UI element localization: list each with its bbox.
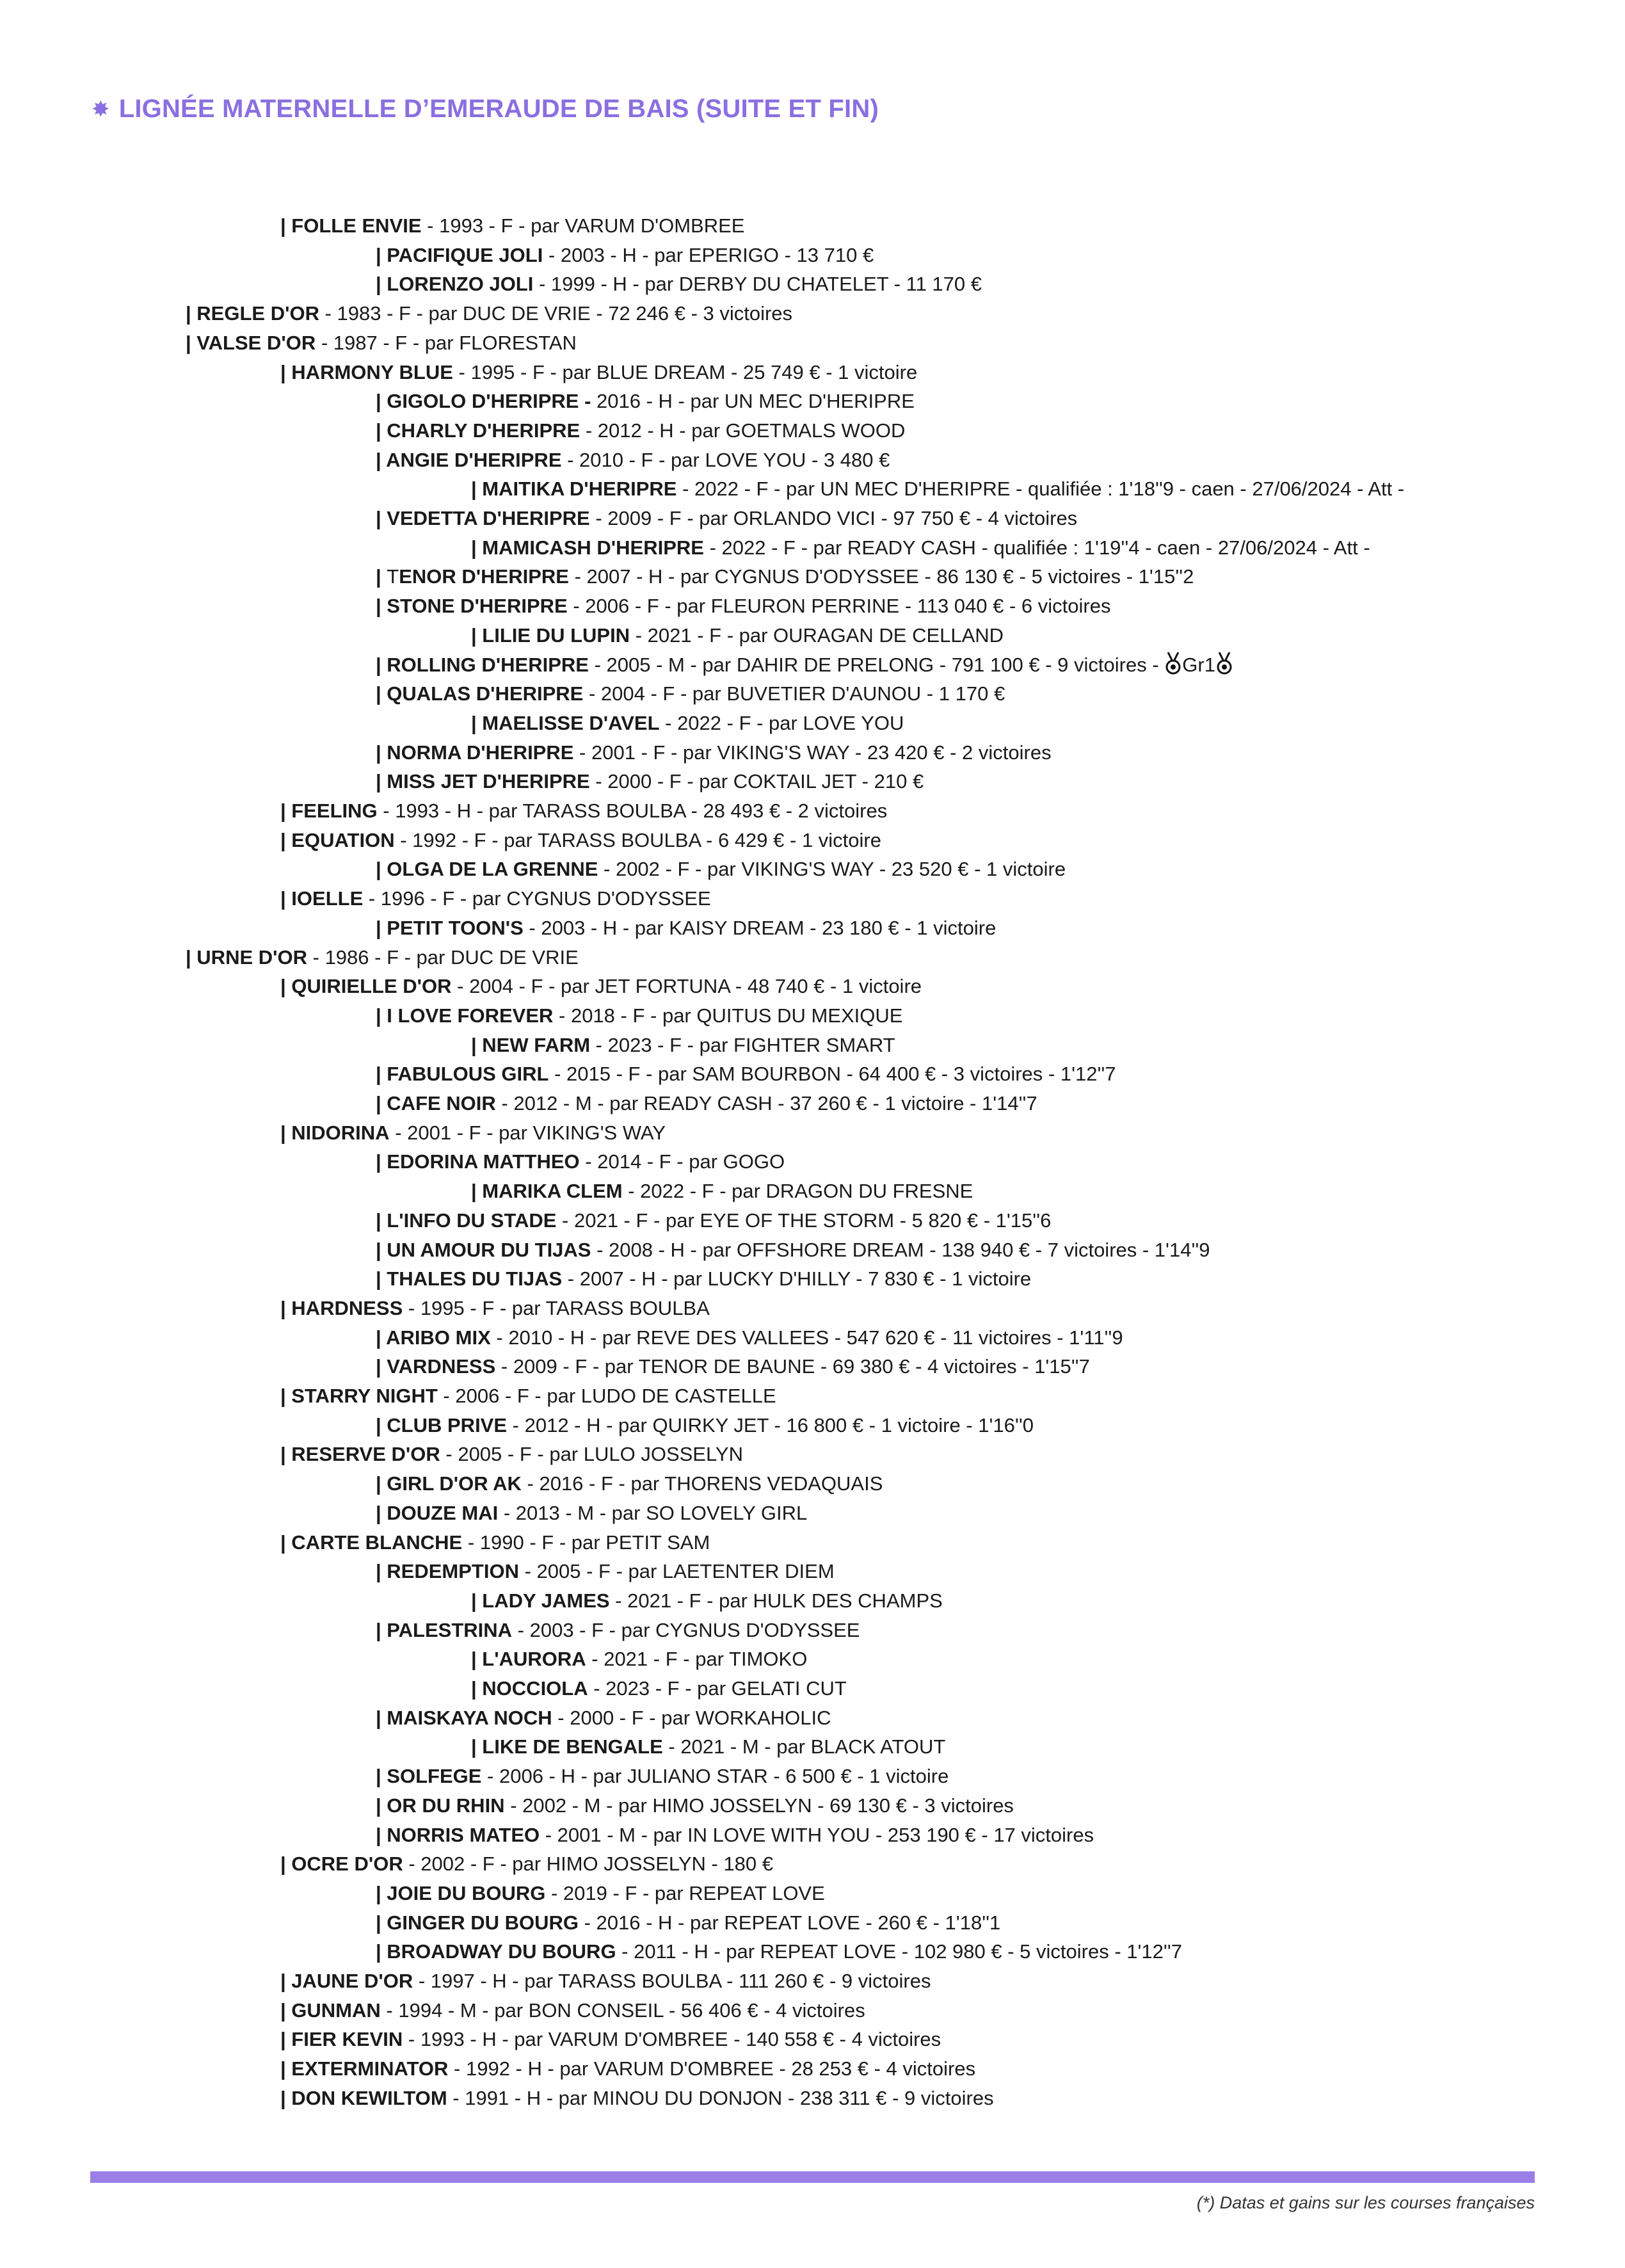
entry-details: - 2007 - H - par LUCKY D'HILLY - 7 830 € - 1 victoire [562,1267,1032,1291]
pedigree-entry [376,1411,1034,1440]
entry-name: ANGIE D'HERIPRE [386,448,562,471]
entry-details: - 2006 - F - par FLEURON PERRINE - 113 040 € - 6 victoires [567,595,1111,618]
entry-name: EQUATION [291,828,395,851]
entry-name: ENOR D'HERIPRE [399,565,569,588]
entry-details: - 2005 - M - par DAHIR DE PRELONG - 791 100 € - 9 victoires - [588,653,1165,676]
entry-marker: | [376,1881,387,1904]
entry-marker: | [280,828,292,851]
entry-details: - 2009 - F - par ORLANDO VICI - 97 750 € - 4 victoires [589,507,1078,529]
pedigree-entry [376,1264,1031,1294]
entry-details: - 1983 - F - par DUC DE VRIE - 72 246 € - 3 victoires [319,302,793,325]
entry-marker: | [471,1648,483,1671]
entry-name: LIKE DE BENGALE [482,1735,663,1758]
entry-name: RESERVE D'OR [291,1443,440,1466]
entry-name: URNE D'OR [196,945,308,969]
pedigree-entry [376,591,1110,621]
pedigree-entry [376,738,1052,768]
entry-name: NORRIS MATEO [387,1823,540,1846]
entry-details: - 1999 - H - par DERBY DU CHATELET - 11 170 € [533,273,982,296]
entry-details: 2016 - H - par UN MEC D'HERIPRE [591,390,915,413]
entry-details: - 2021 - F - par EYE OF THE STORM - 5 820 € - 1'15''6 [556,1209,1052,1232]
entry-name: FOLLE ENVIE [291,214,422,237]
pedigree-entry [376,416,905,446]
pedigree-entry [376,1323,1123,1353]
entry-details: - 2001 - M - par IN LOVE WITH YOU - 253 190 € - 17 victoires [540,1823,1094,1846]
entry-details: - 2010 - H - par REVE DES VALLEES - 547 620 € - 11 victoires - 1'11''9 [490,1326,1123,1349]
entry-marker: | [186,302,197,325]
pedigree-entry [471,621,1004,650]
medal-icon [1164,652,1182,675]
entry-name: NEW FARM [482,1033,591,1056]
entry-name: HARDNESS [291,1296,403,1319]
pedigree-entry [376,1469,883,1499]
entry-details: - 2018 - F - par QUITUS DU MEXIQUE [553,1004,903,1027]
entry-marker: | [280,800,292,822]
entry-marker: | [280,1970,292,1992]
pedigree-entry [376,1499,807,1528]
entry-marker: | [376,741,387,764]
entry-marker: | [376,1209,387,1232]
entry-details: - 2008 - H - par OFFSHORE DREAM - 138 940 € - 7 victoires - 1'14''9 [591,1238,1210,1261]
pedigree-entry [280,972,922,1001]
pedigree-entry [376,650,1233,680]
entry-details: - 2022 - F - par UN MEC D'HERIPRE - qualifiée : 1'18''9 - caen - 27/06/2024 - Att - [676,478,1405,501]
entry-name: REGLE D'OR [196,302,319,325]
pedigree-entry [376,855,1066,884]
entry-name: BROADWAY DU BOURG [387,1940,616,1963]
pedigree-entry [280,1440,743,1469]
entry-name: DON KEWILTOM [291,2086,447,2109]
entry-marker: | [376,1765,387,1788]
entry-marker: | [376,273,387,296]
pedigree-entry [186,943,579,972]
medal-icon [1215,652,1233,675]
entry-marker: | [471,478,483,501]
pedigree-entry [376,1703,831,1733]
pedigree-entry [280,1966,931,1996]
entry-details: - 1993 - F - par VARUM D'OMBREE [421,214,745,237]
entry-name: JOIE DU BOURG [387,1881,546,1904]
entry-details: - 1992 - H - par VARUM D'OMBREE - 28 253 € - 4 victoires [448,2057,976,2080]
entry-marker: | [376,1911,387,1934]
entry-marker: | [280,1296,292,1319]
entry-name: SOLFEGE [387,1765,482,1788]
entry-name: MAMICASH D'HERIPRE [482,536,704,559]
pedigree-entry [471,1586,943,1616]
entry-details: - 1993 - H - par TARASS BOULBA - 28 493 € - 2 victoires [377,800,888,822]
entry-marker: | [376,1413,387,1436]
pedigree-entry [280,211,744,241]
entry-details: - 2000 - F - par WORKAHOLIC [552,1706,831,1729]
pedigree-entry [376,1879,825,1908]
entry-name: EXTERMINATOR [291,2057,449,2080]
pedigree-entry [280,1294,710,1323]
pedigree-entry [471,1674,847,1703]
entry-name: STONE D'HERIPRE [387,595,568,618]
pedigree-entry [376,1059,1116,1089]
entry-name: MARIKA CLEM [482,1180,623,1203]
entry-details: - 2021 - M - par BLACK ATOUT [662,1735,946,1758]
entry-details: - 1996 - F - par CYGNUS D'ODYSSEE [363,887,711,910]
entry-marker: | [376,1326,387,1349]
pedigree-entry [376,562,1194,591]
entry-marker: | [280,975,292,998]
entry-details: - 2021 - F - par HULK DES CHAMPS [609,1589,943,1612]
group-label: Gr1 [1182,653,1215,676]
entry-name: CLUB PRIVE [387,1413,508,1436]
entry-name: ROLLING D'HERIPRE [387,653,589,676]
pedigree-entry [471,709,904,738]
entry-name: OLGA DE LA GRENNE [387,858,598,881]
entry-details: - 1987 - F - par FLORESTAN [316,331,577,354]
pedigree-entry [280,1849,773,1879]
entry-name: I LOVE FOREVER [387,1004,554,1027]
entry-name: MAELISSE D'AVEL [482,711,660,734]
entry-details: - 2001 - F - par VIKING'S WAY [389,1121,666,1144]
entry-marker: | [186,331,197,354]
page-title-text: LIGNÉE MATERNELLE D’EMERAUDE DE BAIS (SUITE ET FIN) [118,95,879,123]
entry-name: FEELING [291,800,378,822]
entry-name: PETIT TOON'S [387,916,524,939]
entry-marker: | [376,1092,387,1114]
pedigree-entry [280,884,711,913]
entry-marker: | [471,536,483,559]
pedigree-entry [376,679,1005,709]
pedigree-entry [471,1031,895,1060]
pedigree-entry [376,446,890,475]
pedigree-entry [376,767,924,796]
pedigree-entry [280,796,887,826]
pedigree-entry [376,1791,1014,1821]
entry-marker: | [376,1940,387,1963]
entry-details: - 2010 - F - par LOVE YOU - 3 480 € [561,448,890,471]
entry-name: ARIBO MIX [386,1326,491,1349]
entry-name: QUALAS D'HERIPRE [387,682,584,705]
pedigree-entry [280,2054,975,2084]
entry-name: HARMONY BLUE [291,360,453,383]
entry-details: - 2002 - F - par VIKING'S WAY - 23 520 € - 1 victoire [598,858,1066,881]
entry-marker: | [376,565,387,588]
entry-name: IOELLE [291,887,364,910]
entry-details: - 2023 - F - par GELATI CUT [588,1677,847,1700]
entry-marker: | [280,2028,292,2051]
entry-name: VARDNESS [387,1355,496,1378]
pedigree-entry [280,826,881,855]
entry-details: - 1990 - F - par PETIT SAM [462,1531,710,1554]
footnote: (*) Datas et gains sur les courses françaises [1196,2193,1535,2212]
entry-details: - 2003 - H - par KAISY DREAM - 23 180 € - 1 victoire [523,916,997,939]
entry-details: - 2002 - M - par HIMO JOSSELYN - 69 130 € - 3 victoires [504,1794,1014,1817]
entry-details: - 1991 - H - par MINOU DU DONJON - 238 311 € - 9 victoires [447,2086,994,2109]
pedigree-entry [186,299,792,328]
pedigree-entry [280,1528,710,1557]
entry-marker: | [376,1004,387,1027]
entry-name: MAITIKA D'HERIPRE [482,478,677,501]
pedigree-entry [280,1381,776,1411]
entry-details: - 2004 - F - par JET FORTUNA - 48 740 € - 1 victoire [451,975,922,998]
entry-marker: | [376,1150,387,1173]
entry-name: FABULOUS GIRL [387,1063,549,1086]
entry-marker: | [376,1560,387,1583]
entry-marker: | [376,1238,387,1261]
entry-marker: | [280,887,292,910]
entry-name: JAUNE D'OR [291,1970,413,1992]
entry-details: - 2005 - F - par LAETENTER DIEM [518,1560,835,1583]
pedigree-entry [376,1937,1182,1966]
entry-marker: | [376,390,387,413]
pedigree-entry [376,1821,1094,1850]
entry-marker: | [376,858,387,881]
pedigree-entry [376,269,982,299]
entry-marker: | [471,1180,483,1203]
pedigree-entry [376,1147,785,1177]
entry-marker: | [376,507,387,529]
entry-name: L'AURORA [482,1648,586,1671]
entry-name: GIRL D'OR AK [387,1472,522,1495]
entry-marker: | [280,214,292,237]
entry-name: CHARLY D'HERIPRE [387,419,580,442]
entry-marker: | [471,1735,483,1758]
entry-details: - 2011 - H - par REPEAT LOVE - 102 980 € - 5 victoires - 1'12''7 [616,1940,1182,1963]
entry-marker: | [471,1677,483,1700]
entry-marker: | [376,1355,387,1378]
entry-details: - 2006 - H - par JULIANO STAR - 6 500 € - 1 victoire [481,1765,949,1788]
pedigree-entry [376,241,874,270]
entry-name: THALES DU TIJAS [387,1267,563,1291]
entry-marker: | [376,1618,387,1641]
pedigree-entry [471,533,1370,563]
entry-details: - 2000 - F - par COKTAIL JET - 210 € [589,770,924,793]
entry-name: FIER KEVIN [291,2028,403,2051]
entry-name: MISS JET D'HERIPRE [387,770,590,793]
entry-marker: | [186,945,197,969]
entry-marker: | [376,448,387,471]
pedigree-entry [376,1557,835,1586]
pedigree-entry [471,1645,807,1674]
pedigree-entry [376,1908,1000,1938]
entry-name: QUIRIELLE D'OR [291,975,452,998]
entry-name: NIDORINA [291,1121,390,1144]
pedigree-entry [280,358,917,387]
entry-marker: | [376,1501,387,1524]
entry-details: - 2002 - F - par HIMO JOSSELYN - 180 € [403,1853,774,1876]
entry-marker: | [376,770,387,793]
entry-marker: | [376,653,387,676]
pedigree-entry [376,1235,1210,1265]
entry-name: NORMA D'HERIPRE [387,741,574,764]
entry-name: L'INFO DU STADE [387,1209,557,1232]
pedigree-entry [376,913,996,943]
pedigree-entry [471,474,1404,504]
entry-details: - 2001 - F - par VIKING'S WAY - 23 420 € - 2 victoires [573,741,1052,764]
entry-marker: | [376,1063,387,1086]
footer-divider [90,2171,1535,2183]
pedigree-entry [376,1616,860,1645]
entry-details: - 2016 - F - par THORENS VEDAQUAIS [521,1472,883,1495]
entry-marker: | [376,1706,387,1729]
entry-name: OCRE D'OR [291,1853,403,1876]
entry-marker: | [280,1531,292,1554]
entry-name: NOCCIOLA [482,1677,588,1700]
entry-details: - 2014 - F - par GOGO [579,1150,785,1173]
entry-details: - 1993 - H - par VARUM D'OMBREE - 140 558 € - 4 victoires [403,2028,941,2051]
pedigree-entry [280,1996,865,2025]
entry-marker: | [376,1794,387,1817]
page-title [92,95,879,124]
entry-marker: | [280,2057,292,2080]
entry-name: CARTE BLANCHE [291,1531,463,1554]
entry-marker: | [376,1267,387,1291]
entry-marker: | [376,243,387,266]
entry-name: PALESTRINA [387,1618,513,1641]
pedigree-entry [471,1177,973,1206]
entry-details: - 2012 - H - par QUIRKY JET - 16 800 € - 1 victoire - 1'16''0 [507,1413,1034,1436]
pedigree-entry [280,2084,994,2113]
entry-name: CAFE NOIR [387,1092,496,1114]
entry-name: LILIE DU LUPIN [482,623,630,647]
entry-marker: | [280,1443,292,1466]
entry-details: - 1995 - F - par BLUE DREAM - 25 749 € - 1 victoire [452,360,918,383]
entry-details: - 2004 - F - par BUVETIER D'AUNOU - 1 170 € [583,682,1005,705]
entry-marker: | [280,1121,292,1144]
entry-marker: | [376,419,387,442]
entry-details: - 2016 - H - par REPEAT LOVE - 260 € - 1'18''1 [578,1911,1001,1934]
entry-details: - 2015 - F - par SAM BOURBON - 64 400 € - 3 victoires - 1'12''7 [548,1063,1116,1086]
entry-name: VEDETTA D'HERIPRE [387,507,590,529]
entry-name: VALSE D'OR [196,331,316,354]
entry-details: - 1986 - F - par DUC DE VRIE [307,945,579,969]
entry-details: - 2012 - H - par GOETMALS WOOD [580,419,906,442]
asterisk-icon: ✸ [92,97,110,122]
entry-marker: | [280,1999,292,2022]
entry-marker: | [471,623,483,647]
pedigree-entry [376,1762,949,1791]
entry-details: - 2022 - F - par READY CASH - qualifiée : 1'19''4 - caen - 27/06/2024 - Att - [703,536,1370,559]
entry-marker: | [280,1853,292,1876]
entry-details: - 2009 - F - par TENOR DE BAUNE - 69 380 € - 4 victoires - 1'15''7 [495,1355,1090,1378]
pedigree-entry [376,1352,1090,1381]
entry-marker: | [471,1589,483,1612]
entry-details: - 2005 - F - par LULO JOSSELYN [440,1443,743,1466]
entry-details: - 2022 - F - par DRAGON DU FRESNE [622,1180,973,1203]
pedigree-entry [376,1206,1051,1235]
entry-details: - 1995 - F - par TARASS BOULBA [403,1296,710,1319]
pedigree-entry [186,328,577,358]
entry-details: - 2019 - F - par REPEAT LOVE [545,1881,825,1904]
entry-name: STARRY NIGHT [291,1385,438,1407]
entry-details: - 2003 - F - par CYGNUS D'ODYSSEE [512,1618,860,1641]
entry-prefix: T [387,565,399,588]
entry-details: - 2007 - H - par CYGNUS D'ODYSSEE - 86 130 € - 5 victoires - 1'15''2 [568,565,1194,588]
entry-name: DOUZE MAI [387,1501,499,1524]
entry-marker: | [471,1033,483,1056]
entry-marker: | [376,682,387,705]
entry-marker: | [376,916,387,939]
pedigree-entry [471,1732,945,1762]
entry-details: - 1994 - M - par BON CONSEIL - 56 406 € - 4 victoires [380,1999,865,2022]
entry-details: - 2021 - F - par OURAGAN DE CELLAND [630,623,1004,647]
pedigree-entry [280,2025,941,2054]
entry-details: - 2006 - F - par LUDO DE CASTELLE [437,1385,776,1407]
entry-name: PACIFIQUE JOLI [387,243,543,266]
entry-marker: | [376,595,387,618]
entry-marker: | [280,360,292,383]
pedigree-entry [376,1001,902,1031]
entry-details: - 2022 - F - par LOVE YOU [659,711,904,734]
entry-details: - 2012 - M - par READY CASH - 37 260 € - 1 victoire - 1'14''7 [495,1092,1037,1114]
entry-name: UN AMOUR DU TIJAS [387,1238,591,1261]
pedigree-entry [376,1089,1037,1118]
entry-marker: | [280,2086,292,2109]
entry-name: GIGOLO D'HERIPRE - [387,390,591,413]
entry-name: MAISKAYA NOCH [387,1706,552,1729]
entry-name: LADY JAMES [482,1589,610,1612]
entry-name: LORENZO JOLI [387,273,534,296]
entry-name: REDEMPTION [387,1560,519,1583]
entry-details: - 2023 - F - par FIGHTER SMART [590,1033,895,1056]
pedigree-entry [376,504,1077,533]
pedigree-entry [280,1118,666,1148]
entry-details: - 2013 - M - par SO LOVELY GIRL [498,1501,808,1524]
entry-marker: | [471,711,483,734]
entry-name: GUNMAN [291,1999,381,2022]
entry-marker: | [376,1472,387,1495]
entry-details: - 1992 - F - par TARASS BOULBA - 6 429 € - 1 victoire [394,828,881,851]
entry-details: - 2021 - F - par TIMOKO [586,1648,808,1671]
entry-details: - 1997 - H - par TARASS BOULBA - 111 260 € - 9 victoires [413,1970,931,1992]
entry-marker: | [376,1823,387,1846]
pedigree-entry [376,387,915,416]
entry-details: - 2003 - H - par EPERIGO - 13 710 € [543,243,874,266]
entry-name: OR DU RHIN [387,1794,505,1817]
entry-name: GINGER DU BOURG [387,1911,579,1934]
entry-marker: | [280,1385,292,1407]
entry-name: EDORINA MATTHEO [387,1150,580,1173]
